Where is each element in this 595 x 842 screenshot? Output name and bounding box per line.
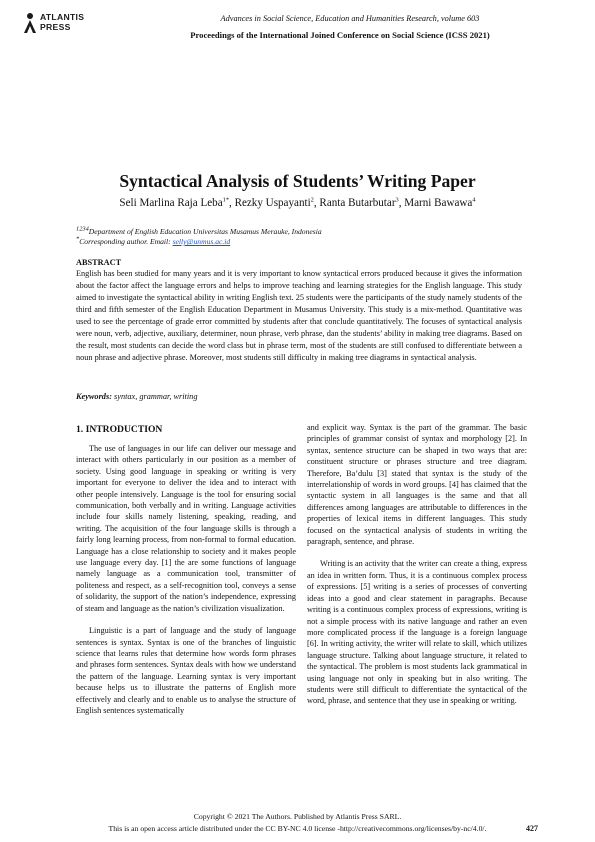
- proceedings-header: Proceedings of the International Joined Conference on Social Science (ICSS 2021): [190, 30, 490, 40]
- paragraph: Linguistic is a part of language and the study of language sentences is syntax. Syntax is one of the branches of linguistic science that learns rules that determine how words form phrases and phrases form sentences. Syntax deals with how we understand the pattern of the language. Learning syntax is very important because helps us to illustrate the patterns of English more effectively and clearly and to enable us to analyse the structure of English sentences systematically: [76, 626, 296, 715]
- paragraph: The use of languages in our life can deliver our message and interact with others particularly in our position as a member of society. Using good language in speaking or writing is very important for everyone to deliver the idea and to interact with other people intensively. Language is the tool for ensuring social communication, both verbally and in writing. Language activities include four skills namely listening, speaking, reading, and writing. The acquisition of the four language skills is through a fairly long learning process, from non-formal to formal education. Language has a close relationship to society and it makes people use language every day. [1] the are some functions of language namely language as a communication tool, transmitter of politeness and respect, as a self-recognition tool, conveys a sense of solidarity, the support of the nation’s independence, expressing of steam and language as the nation’s civilization visualization.: [76, 444, 296, 613]
- author-sup: 1*: [222, 196, 230, 204]
- author-name: Ranta Butarbutar: [319, 197, 396, 209]
- abstract-heading: ABSTRACT: [76, 258, 122, 267]
- footer-copyright: Copyright © 2021 The Authors. Published by Atlantis Press SARL.: [193, 812, 402, 821]
- publisher-name: [40, 12, 84, 32]
- author-sup: 3: [395, 196, 399, 204]
- keywords-text: syntax, grammar, writing: [114, 392, 198, 401]
- paragraph: Writing is an activity that the writer can create a thing, express an idea in written form. Thus, it is a continuous complex process of expressions. [5] writing is a series of processes of converting ideas into a good and clear statement in paragraphs. Because writing is a continuous complex process of expressions, writing is not a simple process with its native language and rather an even more complicated process if the language is a foreign language [6]. In writing activity, the writer will relate to skill, which utilizes language structure. Talking about language structure, it related to the syntactical. The problem is most students lack grammatical in using language not only in speaking but in also writing. The students were still difficult to differentiate the syntactical of the word, phrase, and sentence that they use in speaking or writing.: [307, 559, 527, 706]
- paper-title: Syntactical Analysis of Students’ Writing Paper: [119, 171, 476, 191]
- paragraph: and explicit way. Syntax is the part of the grammar. The basic principles of grammar consist of syntax and morphology [2]. In syntax, sentence structure can be shaped in two ways that are: constituent structure or phrases structure and tree diagram. Therefore, Ba’dulu [3] stated that syntax is the study of the interrelationship of words in word groups. [4] has claimed that the syntactic system in all languages is the same and that all differences among languages are attributable to differences in the properties of lexical items in different languages. This study focused on the syntactical analysis of students in writing the paragraph, sentence, and phrase.: [307, 423, 527, 547]
- left-column: [76, 443, 296, 716]
- section-heading-introduction: 1. INTRODUCTION: [76, 424, 163, 435]
- author-name: Marni Bawawa: [404, 197, 473, 209]
- affiliation-sup: 1234: [76, 225, 89, 233]
- affiliation-block: [76, 227, 322, 247]
- keywords-label: Keywords:: [76, 392, 112, 401]
- publisher-logo: [22, 10, 92, 38]
- abstract-text: English has been studied for many years and it is very important to know syntactical errors produced because it gives the information about the factor affect the language errors and helps to improve teaching and learning strategies for the English language. This study aimed to investigate the syntactical ability in writing English text. 25 students were the participants of the study namely students of the third and fifth semester of the English Education Department in Musamus University. This study is a mix-method. Quantitative was used to see the percentage of grade error committed by students after that conclude quantitatively. The focuses of syntactical analysis were noun, verb, adjective, auxiliary, determiner, noun phrase, verb phrase, dan the students’ ability in making tree diagrams. Based on the result, most students can decide the word class but in phrase term, most of the students are still confused to differentiate between a noun phrase and adjective phrase. Moreover, most students still difficulty in making tree diagrams in syntactical analysis.: [76, 269, 522, 362]
- right-column: [307, 422, 527, 707]
- footer-license: This is an open access article distributed under the CC BY-NC 4.0 license -http://creativecommons.org/licenses/by-nc/4.0/.: [108, 824, 487, 833]
- affiliation: $^{1234}$Department of English Education Universitas Musamus Merauke, Indonesia: [76, 225, 322, 236]
- author-list: Seli Marlina Raja Leba$^{1*}$, Rezky Uspayanti$^2$, Ranta Butarbutar$^3$, Marni Bawawa$^4$: [119, 196, 476, 209]
- atlantis-logo-icon: [22, 12, 38, 34]
- series-header: Advances in Social Science, Education and Humanities Research, volume 603: [220, 14, 480, 23]
- keywords: [76, 392, 197, 401]
- page-number: 427: [526, 824, 538, 833]
- publisher-line2: PRESS: [40, 22, 71, 32]
- email-link[interactable]: selly@unmus.ac.id: [172, 237, 231, 246]
- author-name: Seli Marlina Raja Leba: [119, 197, 223, 209]
- author-sup: 4: [472, 196, 476, 204]
- author-sup: 2: [310, 196, 314, 204]
- author-name: Rezky Uspayanti: [234, 197, 311, 209]
- corresponding-sup: *: [76, 235, 80, 243]
- publisher-line1: ATLANTIS: [40, 12, 85, 22]
- corresponding-author: *Corresponding author. Email: selly@unmus.ac.id: [76, 235, 231, 246]
